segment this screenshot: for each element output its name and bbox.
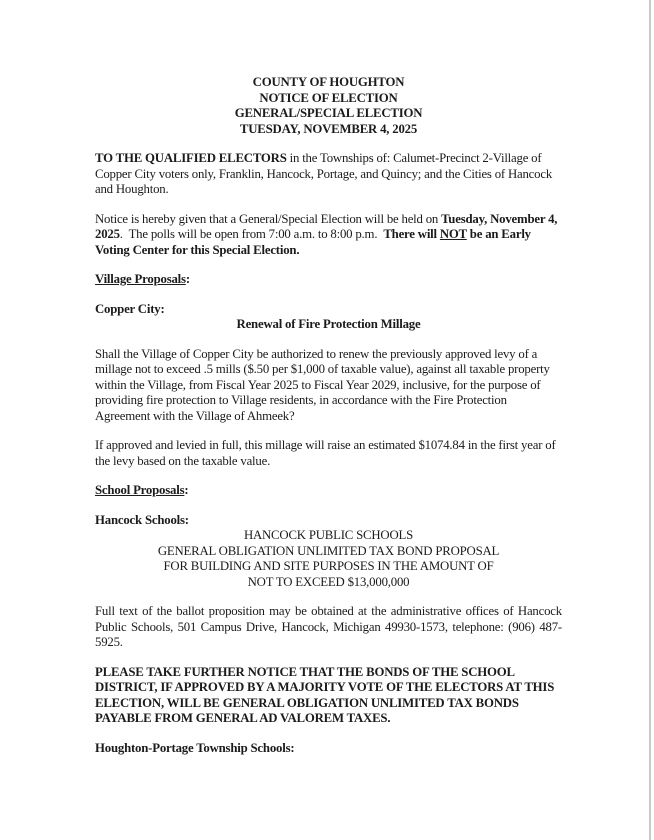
early-voting-text: be an Early Voting Center for this Special Election. xyxy=(95,227,534,257)
bond-title-line-2: GENERAL OBLIGATION UNLIMITED TAX BOND PROPOSAL xyxy=(157,543,500,558)
school-proposals-heading-colon: : xyxy=(184,483,189,497)
hancock-schools-heading: Hancock Schools: xyxy=(95,512,189,527)
notice-of-election-title: NOTICE OF ELECTION xyxy=(259,90,398,105)
fire-millage-title: Renewal of Fire Protection Millage xyxy=(236,317,421,331)
page-edge-line xyxy=(649,0,651,840)
village-proposals-heading-text: Village Proposals xyxy=(95,272,186,286)
electors-body-text: in the Townships of: Calumet-Precinct 2-Village of Copper City voters only, Franklin, Hancock, Portage, and Quincy; and the Cities of Hancock and Houghton. xyxy=(95,151,553,196)
copper-city-heading: Copper City: xyxy=(95,301,165,316)
notice-intro-text: Notice is hereby given that a General/Special Election will be held on xyxy=(95,211,442,226)
election-type-title: GENERAL/SPECIAL ELECTION xyxy=(234,106,423,120)
copper-city-block xyxy=(95,302,562,333)
not-emphasis-text: NOT xyxy=(439,227,467,241)
full-text-paragraph: Full text of the ballot proposition may be obtained at the administrative offices of Hancock Public Schools, 501 Campus Drive, Hancock, Michigan 49930-1573, telephone: (906) 487-5925. xyxy=(95,604,562,649)
bond-proposal-title-block xyxy=(95,528,562,590)
village-proposals-heading-colon: : xyxy=(185,272,190,286)
village-proposals-heading xyxy=(95,272,562,288)
county-title: COUNTY OF HOUGHTON xyxy=(252,75,405,89)
millage-estimate-paragraph: If approved and levied in full, this millage will raise an estimated $1074.84 in the first year of the levy based on the taxable value. xyxy=(95,438,556,468)
electors-paragraph xyxy=(95,151,562,198)
school-proposals-heading xyxy=(95,483,562,499)
bond-title-line-1: HANCOCK PUBLIC SCHOOLS xyxy=(243,528,414,542)
millage-question-paragraph: Shall the Village of Copper City be authorized to renew the previously approved levy of a millage not to exceed .5 mills ($.50 per $1,000 of taxable value), against all taxable property within the Village, from Fiscal Year 2025 to Fiscal Year 2029, inclusive, for the purpose of providing fire protection to Village residents, in accordance with the Fire Protection Agreement with the Village of Ahmeek? xyxy=(95,346,550,423)
hancock-schools-block xyxy=(95,513,562,591)
election-date-title: TUESDAY, NOVEMBER 4, 2025 xyxy=(239,121,418,136)
bond-title-line-4: NOT TO EXCEED $13,000,000 xyxy=(247,574,410,589)
notice-paragraph xyxy=(95,212,562,259)
notice-header xyxy=(95,75,562,137)
further-notice-paragraph: PLEASE TAKE FURTHER NOTICE THAT THE BONDS OF THE SCHOOL DISTRICT, IF APPROVED BY A MAJORITY VOTE OF THE ELECTORS AT THIS ELECTION, WILL BE GENERAL OBLIGATION UNLIMITED TAX BONDS PAYABLE FROM GENERAL AD VALOREM TAXES. xyxy=(95,664,555,725)
school-proposals-heading-text: School Proposals xyxy=(95,483,185,497)
electors-lead-text: TO THE QUALIFIED ELECTORS xyxy=(95,151,287,165)
there-will-text: There will xyxy=(383,227,440,241)
election-date-text: Tuesday, November 4, 2025 xyxy=(95,211,561,241)
houghton-portage-heading: Houghton-Portage Township Schools: xyxy=(95,740,295,755)
bond-title-line-3: FOR BUILDING AND SITE PURPOSES IN THE AMOUNT OF xyxy=(163,559,494,573)
polls-hours-text: . The polls will be open from 7:00 a.m. to 8:00 p.m. xyxy=(119,227,384,241)
